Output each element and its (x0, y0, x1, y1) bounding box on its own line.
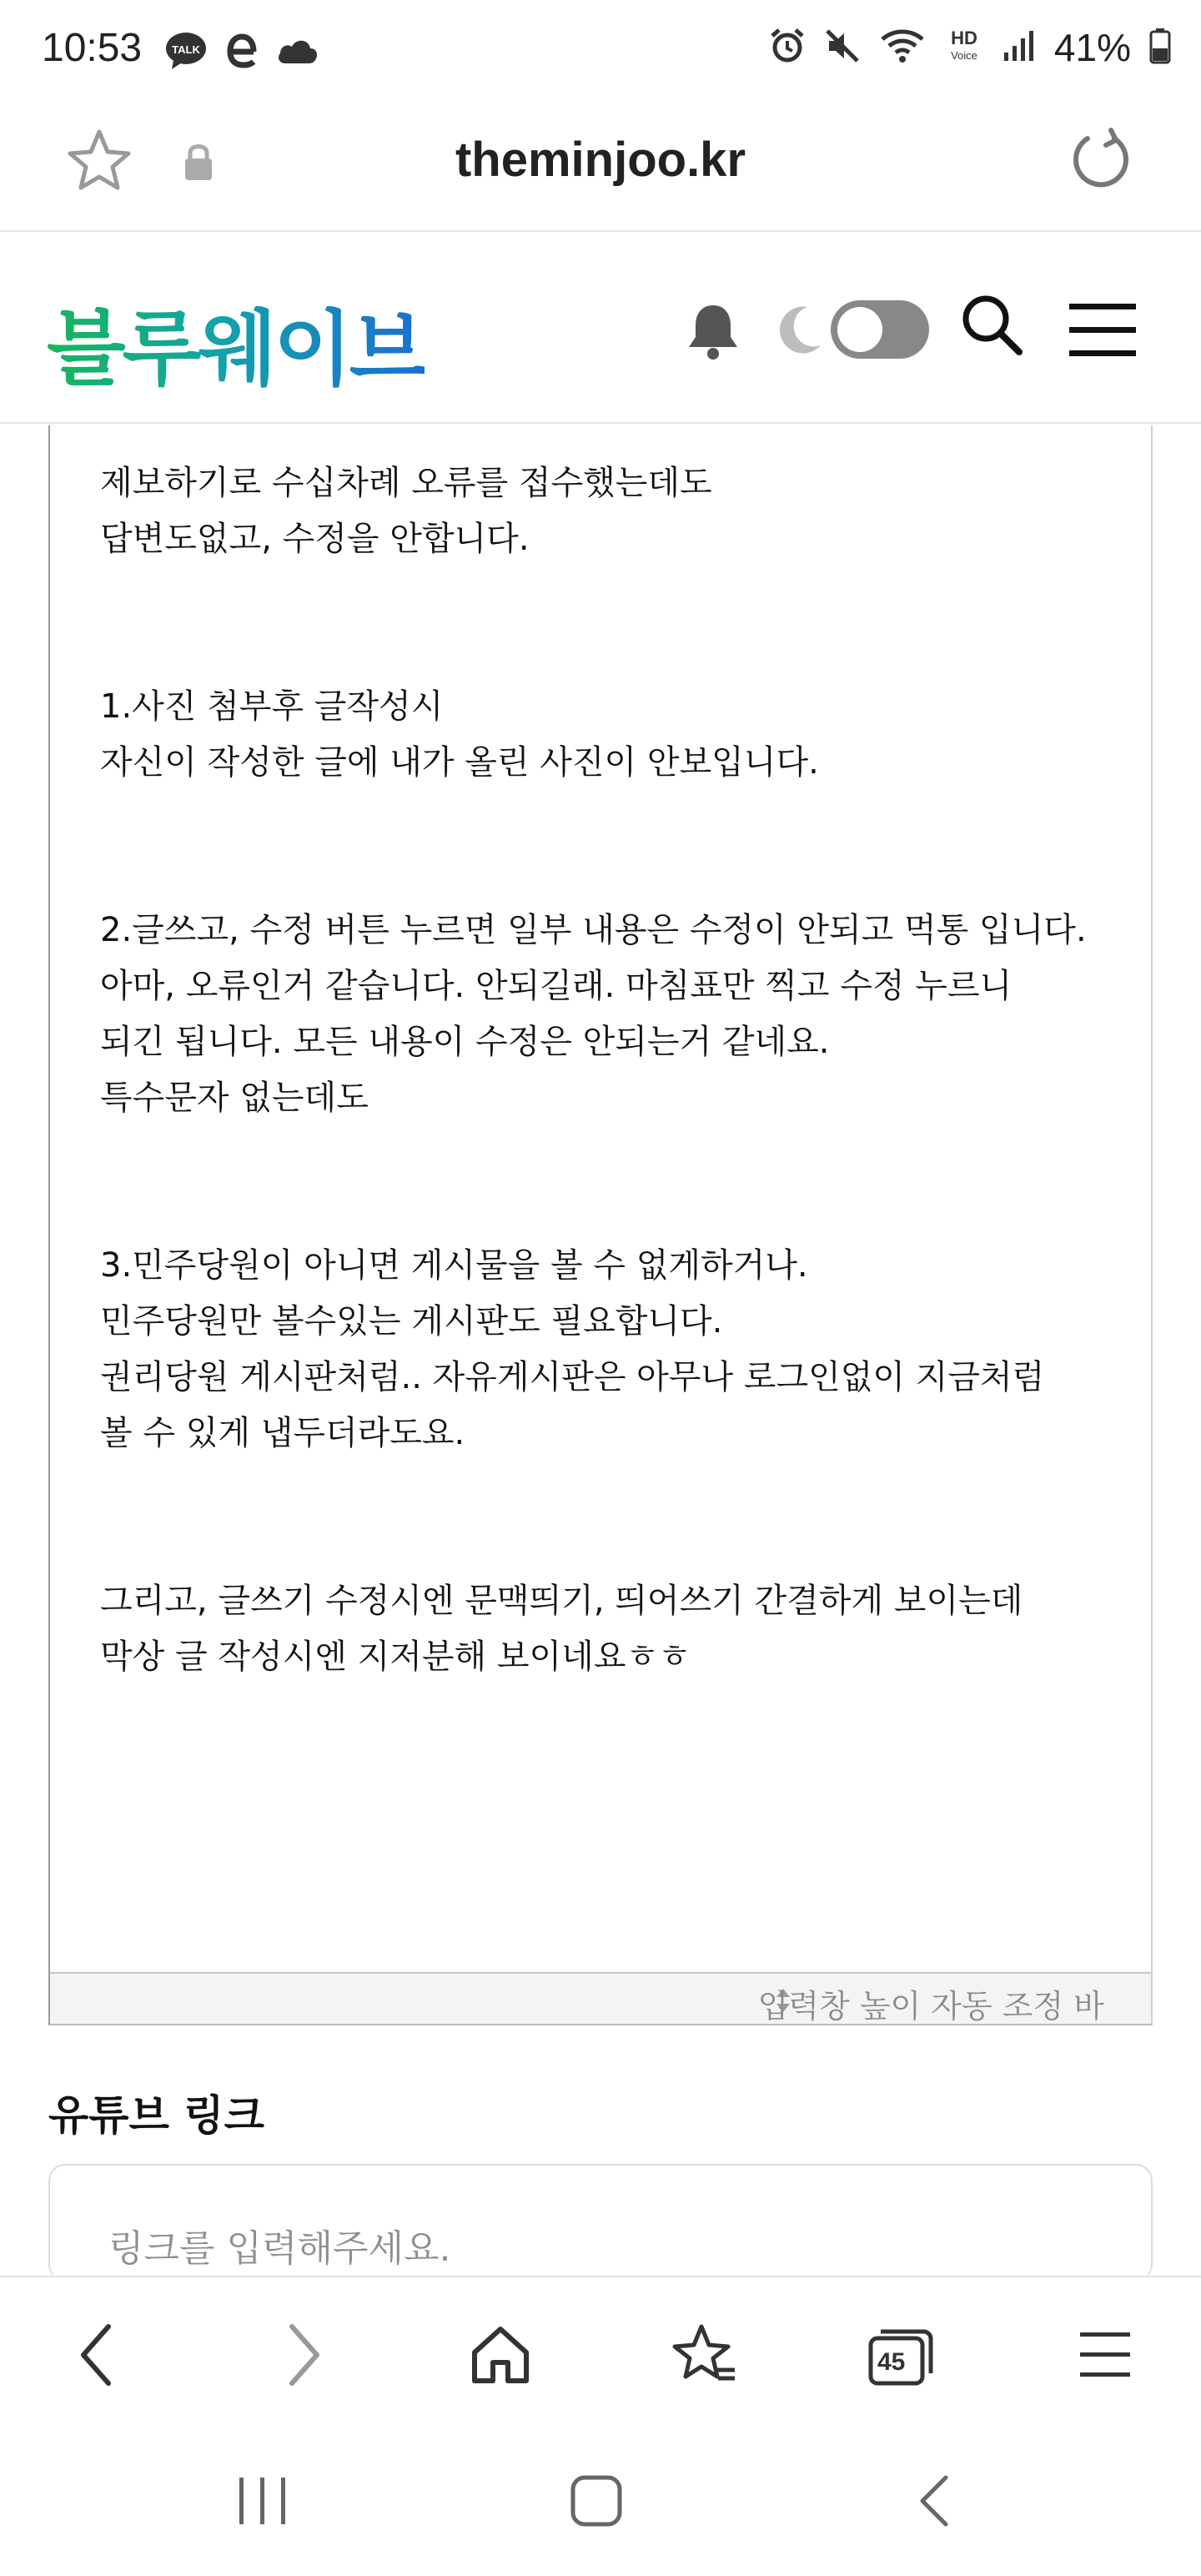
back-icon (75, 2322, 117, 2392)
reload-icon[interactable] (1068, 127, 1134, 197)
bookmarks-icon (671, 2322, 738, 2392)
tabs-icon (867, 2327, 934, 2387)
system-back-icon (916, 2474, 952, 2531)
editor-paragraph[interactable] (100, 1517, 1143, 1573)
editor-paragraph[interactable] (100, 1182, 1143, 1238)
editor-paragraph[interactable]: 그리고, 글쓰기 수정시엔 문맥띄기, 띄어쓰기 간결하게 보이는데 막상 글 작성시엔 지저분해 보이네요ㅎㅎ (100, 1582, 1023, 1676)
youtube-link-input[interactable] (48, 2164, 1153, 2281)
hamburger-menu-icon[interactable] (1068, 302, 1138, 360)
moon-icon (774, 302, 824, 360)
menu-icon (1078, 2331, 1132, 2382)
home-icon (468, 2322, 533, 2391)
battery-icon (1149, 28, 1171, 68)
dark-mode-toggle[interactable] (831, 300, 929, 359)
system-nav-bar (0, 2426, 1201, 2576)
back-button[interactable] (58, 2319, 133, 2394)
url-text[interactable]: theminjoo.kr (455, 133, 746, 187)
editor-paragraph[interactable]: 3.민주당원이 아니면 게시물을 볼 수 없게하거나. 민주당원만 볼수있는 게시판도 필요합니다. 권리당원 게시판처럼.. 자유게시판은 아무나 로그인없이 지금처럼 볼 수 있게 냅두더라도요. (100, 1246, 1045, 1452)
status-right-icons (769, 25, 1171, 70)
battery-percent: 41% (1053, 26, 1131, 69)
editor-resize-bar[interactable] (50, 1972, 1151, 2024)
editor-paragraph[interactable]: 제보하기로 수십차례 오류를 접수했는데도 답변도없고, 수정을 안합니다. (100, 464, 712, 558)
site-logo[interactable]: 블루웨이브 (47, 284, 425, 401)
browser-menu-button[interactable] (1068, 2319, 1143, 2394)
editor-paragraph[interactable] (100, 567, 1143, 623)
editor-paragraph[interactable] (100, 1126, 1143, 1182)
tab-count: 45 (877, 2348, 906, 2376)
recents-button[interactable] (221, 2461, 304, 2544)
system-home-icon (570, 2474, 623, 2531)
editor-paragraph[interactable]: 1.사진 첨부후 글작성시 자신이 작성한 글에 내가 올린 사진이 안보입니다. (100, 687, 819, 782)
editor-paragraph[interactable] (100, 791, 1143, 847)
browser-address-bar (0, 108, 1201, 232)
system-back-button[interactable] (892, 2461, 976, 2544)
editor-content[interactable] (100, 455, 1143, 1685)
editor-paragraph[interactable]: 2.글쓰고, 수정 버튼 누르면 일부 내용은 수정이 안되고 먹통 입니다. 아마, 오류인거 같습니다. 안되길래. 마침표만 찍고 수정 누르니 되긴 됩니다. 모든 내용이 수정은 안되는거 같네요. 특수문자 없는데도 (100, 911, 1087, 1117)
signal-icon (1003, 29, 1036, 66)
alarm-icon (769, 28, 806, 68)
forward-icon (284, 2322, 325, 2392)
status-bar (0, 0, 1201, 108)
home-button[interactable] (463, 2319, 538, 2394)
voice-badge-text: Voice (951, 49, 977, 62)
post-editor[interactable] (48, 425, 1153, 2025)
system-home-button[interactable] (555, 2461, 638, 2544)
e-icon (225, 32, 257, 73)
status-left-icons (165, 32, 319, 73)
tabs-button[interactable] (863, 2319, 938, 2394)
youtube-link-heading: 유튜브 링크 (48, 2091, 264, 2140)
status-time: 10:53 (42, 26, 143, 70)
recents-icon (236, 2476, 289, 2529)
editor-paragraph[interactable] (100, 1462, 1143, 1517)
toggle-knob (837, 307, 882, 352)
hd-badge-text: HD (951, 28, 977, 48)
site-header (0, 234, 1201, 424)
hd-voice-icon (944, 28, 984, 68)
mute-icon (824, 28, 861, 68)
resize-bar-label: 입력창 높이 자동 조정 바 (757, 1988, 1104, 2025)
bookmarks-button[interactable] (667, 2319, 742, 2394)
talk-badge-text: TALK (172, 43, 200, 56)
wifi-icon (879, 28, 926, 68)
talk-icon (165, 32, 207, 73)
bell-icon[interactable] (686, 300, 741, 364)
editor-paragraph[interactable] (100, 847, 1143, 903)
cloud-icon (275, 37, 319, 68)
editor-paragraph[interactable] (100, 623, 1143, 679)
forward-button[interactable] (267, 2319, 342, 2394)
browser-bottom-bar (0, 2276, 1201, 2426)
search-icon[interactable] (959, 292, 1026, 362)
